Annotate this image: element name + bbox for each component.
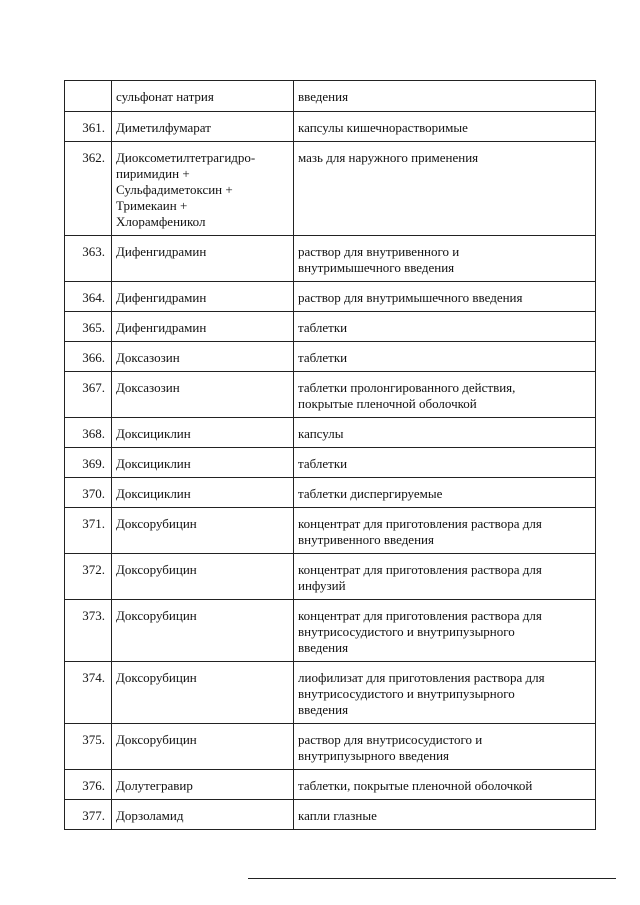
drug-name: Долутегравир xyxy=(112,770,294,800)
dosage-form: таблетки, покрытые пленочной оболочкой xyxy=(294,770,596,800)
table-row xyxy=(65,448,596,478)
table-row xyxy=(65,112,596,142)
row-number: 375. xyxy=(65,724,112,770)
row-number: 364. xyxy=(65,282,112,312)
dosage-form: таблетки диспергируемые xyxy=(294,478,596,508)
drug-name: Доксициклин xyxy=(112,418,294,448)
row-number: 376. xyxy=(65,770,112,800)
dosage-form: таблетки пролонгированного действия, покрытые пленочной оболочкой xyxy=(294,372,596,418)
dosage-form: концентрат для приготовления раствора для инфузий xyxy=(294,554,596,600)
table-row xyxy=(65,478,596,508)
table-row xyxy=(65,770,596,800)
drug-name: Доксорубицин xyxy=(112,662,294,724)
drug-name: Доксициклин xyxy=(112,448,294,478)
dosage-form: таблетки xyxy=(294,448,596,478)
row-number: 370. xyxy=(65,478,112,508)
drug-name: Доксорубицин xyxy=(112,600,294,662)
row-number xyxy=(65,81,112,112)
table-row xyxy=(65,662,596,724)
dosage-form: капсулы кишечнорастворимые xyxy=(294,112,596,142)
table-row xyxy=(65,236,596,282)
table-row xyxy=(65,342,596,372)
drug-name: Дифенгидрамин xyxy=(112,236,294,282)
row-number: 363. xyxy=(65,236,112,282)
row-number: 361. xyxy=(65,112,112,142)
drug-name: сульфонат натрия xyxy=(112,81,294,112)
drug-name: Доксорубицин xyxy=(112,554,294,600)
table-row xyxy=(65,800,596,830)
drug-name: Диметилфумарат xyxy=(112,112,294,142)
table-row xyxy=(65,81,596,112)
drug-name: Доксорубицин xyxy=(112,724,294,770)
drug-name: Доксорубицин xyxy=(112,508,294,554)
table-row xyxy=(65,282,596,312)
dosage-form: мазь для наружного применения xyxy=(294,142,596,236)
dosage-form: раствор для внутрисосудистого и внутрипузырного введения xyxy=(294,724,596,770)
dosage-form: раствор для внутривенного и внутримышечного введения xyxy=(294,236,596,282)
dosage-form: раствор для внутримышечного введения xyxy=(294,282,596,312)
dosage-form: таблетки xyxy=(294,342,596,372)
dosage-form: таблетки xyxy=(294,312,596,342)
drug-name: Дифенгидрамин xyxy=(112,282,294,312)
table-row xyxy=(65,554,596,600)
row-number: 368. xyxy=(65,418,112,448)
dosage-form: капли глазные xyxy=(294,800,596,830)
table-body xyxy=(65,81,596,830)
drug-name: Доксициклин xyxy=(112,478,294,508)
drug-name: Дорзоламид xyxy=(112,800,294,830)
table-row xyxy=(65,312,596,342)
drug-name: Диоксометилтетрагидро- пиримидин + Сульфадиметоксин + Тримекаин + Хлорамфеникол xyxy=(112,142,294,236)
row-number: 362. xyxy=(65,142,112,236)
dosage-form: концентрат для приготовления раствора для внутривенного введения xyxy=(294,508,596,554)
drug-name: Доксазозин xyxy=(112,342,294,372)
row-number: 365. xyxy=(65,312,112,342)
row-number: 369. xyxy=(65,448,112,478)
table-row xyxy=(65,372,596,418)
table-row xyxy=(65,418,596,448)
dosage-form: лиофилизат для приготовления раствора для внутрисосудистого и внутрипузырного введения xyxy=(294,662,596,724)
row-number: 374. xyxy=(65,662,112,724)
table-row xyxy=(65,600,596,662)
drug-list-table xyxy=(64,80,596,830)
dosage-form: введения xyxy=(294,81,596,112)
table-row xyxy=(65,724,596,770)
row-number: 366. xyxy=(65,342,112,372)
drug-name: Доксазозин xyxy=(112,372,294,418)
footer-rule xyxy=(248,878,616,879)
row-number: 373. xyxy=(65,600,112,662)
row-number: 371. xyxy=(65,508,112,554)
row-number: 377. xyxy=(65,800,112,830)
row-number: 372. xyxy=(65,554,112,600)
drug-name: Дифенгидрамин xyxy=(112,312,294,342)
dosage-form: концентрат для приготовления раствора для внутрисосудистого и внутрипузырного введения xyxy=(294,600,596,662)
dosage-form: капсулы xyxy=(294,418,596,448)
row-number: 367. xyxy=(65,372,112,418)
table-row xyxy=(65,508,596,554)
table-row xyxy=(65,142,596,236)
